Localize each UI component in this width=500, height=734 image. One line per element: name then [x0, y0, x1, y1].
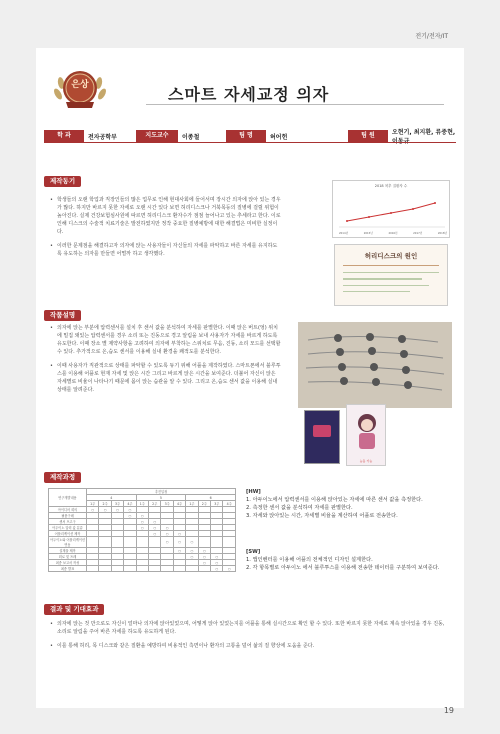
- description-bullet: • 이때 사용자가 직관적으로 상태를 파악할 수 있도록 듀기 위해 어플을 제작하였다. 스마트폰에서 블루투스를 이용해 어플로 현재 자세 및 앉은 시간 그리고 바르게 앉은 시간을 보여준다. 더불어 자신이 앉은 자세별로 비율이 나타나기 때문에 몸이 앉는 습관을 알 수 있다. 그리고 온,습도 센서 값을 이용해 실내 상태를 알려준다.: [50, 362, 282, 394]
- schedule-empty-cell: [136, 537, 148, 548]
- text-line: [343, 278, 422, 279]
- schedule-body: [49, 507, 236, 572]
- info-label-team: 팀 명: [226, 130, 266, 142]
- table-row: [49, 537, 236, 548]
- schedule-empty-cell: [186, 566, 198, 572]
- schedule-task-header: 연구개발내용: [49, 489, 87, 507]
- schedule-mark-cell: ○: [136, 513, 148, 519]
- disc-cause-card: [334, 244, 448, 306]
- schedule-task-cell: 회로 및 프레: [49, 554, 87, 560]
- description-text: [50, 324, 282, 400]
- schedule-empty-cell: [124, 566, 136, 572]
- hw-item: 3. 자세와 앉아있는 시간, 자세별 비율을 계산하여 어플로 전송한다.: [246, 513, 398, 519]
- schedule-week: 2주: [149, 501, 161, 507]
- info-label-dept: 학 과: [44, 130, 84, 142]
- schedule-task-cell: 최종 보고서 작성: [49, 560, 87, 566]
- section-description-label: 작품설명: [44, 310, 81, 321]
- sw-description: [246, 548, 454, 572]
- card-title: 허리디스크의 원인: [364, 252, 418, 260]
- motivation-text: [50, 196, 282, 264]
- schedule-mark-cell: ○: [111, 507, 123, 513]
- schedule-mark-cell: ○: [186, 548, 198, 554]
- description-bullet: • 의자에 앉는 부분에 압력센서를 설치 후 센서 값을 분석하여 자세를 판별한다. 이때 앉은 버트(엉) 위치에 밀집 돼있는 압력센서를 경우 소리 또는 진동으로 경고 알림을 보내 사용자가 자세를 바르게 하도록 유도한다. 이때 장소 별 제약사항을 고려하여 의자에 부착하는 스위치로 무음, 진동, 소리 모드를 선택할 수 있다. 추가적으로 온,습도 센서를 이용해 실내 환경을 쾌적도를 분석한다.: [50, 324, 282, 356]
- schedule-week: 3주: [211, 501, 223, 507]
- results-bullet: • 의자에 앉는 것 만으로도 자신이 얼마나 의자에 앉아있었으며, 어떻게 앉아 있었는지를 어플을 통해 실시간으로 확인 할 수 있다. 또한 바르지 못한 자세로 계속 앉아있을 경우 진동, 소리로 알림을 주어 바른 자세를 하도록 유도하게 된다.: [50, 620, 450, 636]
- schedule-mark-cell: ○: [161, 531, 173, 537]
- schedule-week: 2주: [198, 501, 210, 507]
- schedule-week: 3주: [161, 501, 173, 507]
- schedule-empty-cell: [198, 537, 210, 548]
- info-value-dept: 전자공학부: [88, 133, 117, 141]
- sw-heading: [SW]: [246, 549, 261, 555]
- hw-item: 2. 측정한 센서 값을 분석하여 자세를 판별한다.: [246, 505, 353, 511]
- results-bullet: • 이를 통해 허리, 목 디스크와 같은 질환을 예방하여 비용적인 측면이나 환자의 고통을 덜어 삶의 질 향상에 도움을 준다.: [50, 642, 450, 650]
- chart-x-labels: [339, 231, 447, 235]
- section-process-label: 제작과정: [44, 472, 81, 483]
- motivation-bullet: • 학생들의 오랜 학업과 직장인들의 많은 업무로 인해 현대사회에 들어서며 장시간 의자에 앉아 있는 경우가 많다. 하지만 바르지 못한 자세로 오랜 시간 있다 보면 허리디스크나 거북목등의 질병에 걸릴 위험이 높아진다. 실제 건강보험심사원에 따르면 허리디스크 환자수가 점점 늘어나고 있는 추세라고 한다. 이로 인해 디스크의 수술적 치료기술은 발전하였지만 정작 중요한 질병예방에 대한 해결법은 미비한 실정이다.: [50, 196, 282, 236]
- schedule-week: 4주: [173, 501, 185, 507]
- info-value-team: 허어헌: [270, 133, 288, 141]
- text-line: [343, 272, 439, 273]
- schedule-empty-cell: [173, 566, 185, 572]
- schedule-mark-cell: ○: [173, 537, 185, 548]
- chart-year-label: 2016년: [388, 232, 398, 235]
- schedule-mark-cell: ○: [149, 525, 161, 531]
- schedule-month: 6: [186, 495, 236, 501]
- page-category: 전기/전자/IT: [415, 33, 448, 40]
- info-divider: [44, 142, 456, 143]
- hw-heading: [HW]: [246, 489, 261, 495]
- schedule-mark-cell: ○: [198, 554, 210, 560]
- info-label-members: 팀 원: [348, 130, 388, 142]
- schedule-mark-cell: ○: [136, 525, 148, 531]
- schedule-task-cell: 필품구매: [49, 513, 87, 519]
- title-divider: [146, 104, 444, 105]
- chart-title: 2018 척추 질환자 수: [374, 184, 408, 188]
- schedule-empty-cell: [149, 537, 161, 548]
- app-screenshot-character: [346, 404, 386, 466]
- poster-page: [36, 48, 464, 708]
- info-value-members: 오현기, 최지환, 류중현,: [392, 129, 456, 136]
- sensor-prototype-photo: [298, 322, 452, 408]
- schedule-empty-cell: [223, 537, 236, 548]
- award-badge-label: 은상: [71, 80, 89, 90]
- schedule-mark-cell: ○: [198, 560, 210, 566]
- schedule-task-cell: 아두이노와 어플리케이션 연동: [50, 538, 85, 547]
- schedule-mark-cell: ○: [124, 513, 136, 519]
- schedule-empty-cell: [149, 566, 161, 572]
- text-line: [343, 291, 410, 292]
- schedule-mark-cell: ○: [223, 566, 236, 572]
- schedule-mark-cell: ○: [161, 525, 173, 531]
- schedule-week: 2주: [99, 501, 111, 507]
- schedule-period-header: 추진일정: [87, 489, 236, 495]
- schedule-empty-cell: [87, 566, 99, 572]
- chart-year-label: 2017년: [413, 232, 423, 235]
- schedule-mark-cell: ○: [124, 507, 136, 513]
- schedule-mark-cell: ○: [198, 548, 210, 554]
- chart-year-label: 2018년: [437, 232, 447, 235]
- schedule-empty-cell: [136, 566, 148, 572]
- schedule-mark-cell: ○: [186, 537, 198, 548]
- schedule-empty-cell: [198, 566, 210, 572]
- patient-trend-chart: [332, 180, 450, 238]
- chart-year-label: 2014년: [339, 232, 349, 235]
- results-text: [50, 620, 450, 656]
- section-results-label: 결과 및 기대효과: [44, 604, 104, 615]
- sw-item: 1. 앱인벤터를 이용해 어플의 전체적인 디자인 설계한다.: [246, 557, 373, 563]
- schedule-mark-cell: ○: [136, 519, 148, 525]
- schedule-week: 1주: [87, 501, 99, 507]
- schedule-empty-cell: [99, 566, 111, 572]
- schedule-mark-cell: ○: [99, 507, 111, 513]
- schedule-mark-cell: ○: [161, 537, 173, 548]
- hw-description: [246, 488, 454, 520]
- schedule-week: 3주: [111, 501, 123, 507]
- section-motivation-label: 제작동기: [44, 176, 81, 187]
- team-info-bar: [44, 130, 456, 142]
- card-text-lines: [343, 272, 439, 292]
- sw-item: 2. 각 항목별로 아두이노 에서 블루투스를 이용해 전송한 데이터를 구분하여 보여준다.: [246, 565, 440, 571]
- schedule-empty-cell: [111, 537, 123, 548]
- info-label-advisor: 지도교수: [136, 130, 178, 142]
- schedule-mark-cell: ○: [211, 566, 223, 572]
- schedule-empty-cell: [211, 537, 223, 548]
- schedule-mark-cell: ○: [149, 519, 161, 525]
- schedule-empty-cell: [111, 566, 123, 572]
- schedule-task-cell: 최종 발표: [49, 566, 87, 572]
- schedule-week: 4주: [223, 501, 236, 507]
- page-number: 19: [443, 706, 454, 715]
- schedule-month: 5: [136, 495, 186, 501]
- character-illustration-icon: [347, 405, 387, 455]
- schedule-table: [48, 488, 236, 572]
- schedule-empty-cell: [99, 537, 111, 548]
- schedule-mark-cell: ○: [87, 507, 99, 513]
- page-title: 스마트 자세교정 의자: [168, 85, 330, 104]
- sensor-wiring-graphic: [298, 322, 452, 408]
- schedule-mark-cell: ○: [211, 560, 223, 566]
- schedule-week: 4주: [124, 501, 136, 507]
- app-screenshot-dark: [304, 410, 340, 464]
- schedule-mark-cell: ○: [173, 548, 185, 554]
- card-rule: [343, 265, 439, 266]
- schedule-mark-cell: ○: [186, 554, 198, 560]
- text-line: [343, 285, 429, 286]
- table-row: [49, 566, 236, 572]
- schedule-task-cell: 어플리케이션 제작: [49, 531, 87, 537]
- schedule-mark-cell: ○: [211, 554, 223, 560]
- info-value-advisor: 이종철: [182, 133, 200, 141]
- schedule-mark-cell: ○: [173, 531, 185, 537]
- chart-year-label: 2015년: [363, 232, 373, 235]
- schedule-empty-cell: [161, 566, 173, 572]
- schedule-week: 1주: [186, 501, 198, 507]
- schedule-task-cell: 아이디어 회의: [49, 507, 87, 513]
- schedule-task-cell: 설계물 제작: [49, 548, 87, 554]
- motivation-bullet: • 이러한 문제점을 해결하고자 의자에 앉는 사용자들이 자신들의 자세를 파악하고 바른 자세를 유지하도록 유도하는 의자를 만들면 어떨까 하고 생각했다.: [50, 242, 282, 258]
- schedule-empty-cell: [87, 537, 99, 548]
- schedule-mark-cell: ○: [149, 531, 161, 537]
- schedule-task-cell: 센서 프고구: [49, 519, 87, 525]
- schedule-empty-cell: [124, 537, 136, 548]
- hw-item: 1. 아두이노에서 압력센서를 이용해 앉아있는 자세에 따른 센서 값을 측정한다.: [246, 497, 423, 503]
- schedule-week: 1주: [136, 501, 148, 507]
- schedule-month: 4: [87, 495, 137, 501]
- trend-line-graphic: [333, 189, 451, 235]
- app-logo-block: [313, 425, 331, 437]
- schedule-task-cell: 아두이노 압력 값 분류: [49, 525, 87, 531]
- app-status-text: 능동 가능: [359, 459, 373, 463]
